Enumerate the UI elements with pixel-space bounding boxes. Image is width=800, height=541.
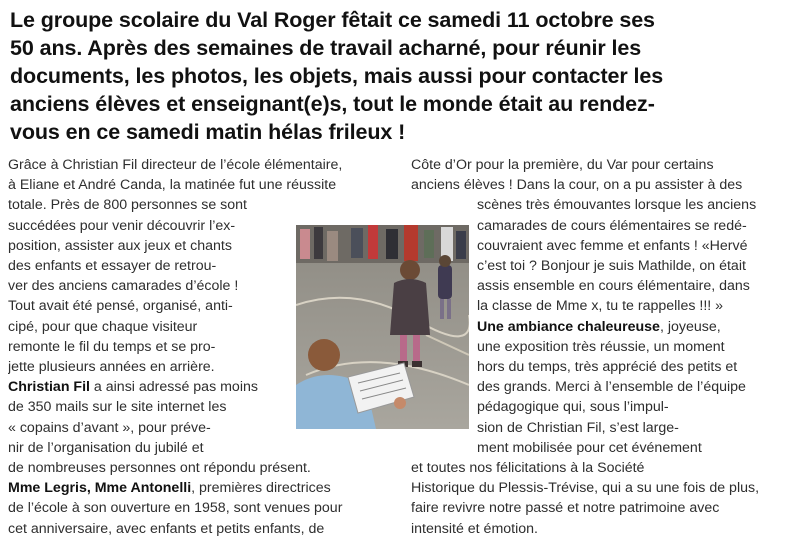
body-text: , premières directrices [191, 480, 331, 497]
boy-head [308, 339, 340, 371]
child-figure [438, 265, 452, 299]
body-line: Côte d’Or pour la première, du Var pour certains [411, 157, 714, 173]
body-line: camarades de cours élémentaires se redé- [477, 217, 747, 234]
body-line: position, assister aux jeux et chants [8, 237, 232, 254]
body-line: de 350 mails sur le site internet les [8, 399, 227, 416]
body-line: des grands. Merci à l’ensemble de l’équipe [477, 379, 746, 396]
child-leg [447, 299, 451, 319]
girl-head [400, 260, 420, 280]
body-line: couvraient avec femme et enfants ! «Hervé [477, 237, 748, 254]
child-leg [440, 299, 444, 319]
person-shape [404, 225, 418, 261]
person-shape [368, 225, 378, 259]
boy-hand [394, 397, 406, 409]
headline-line-1: Le groupe scolaire du Val Roger fêtait ce samedi 11 octobre ses [10, 8, 655, 32]
photo-illustration [296, 225, 469, 429]
body-line: scènes très émouvantes lorsque les anciens [477, 197, 757, 214]
body-line: une exposition très réussie, un moment [477, 338, 725, 355]
person-shape [386, 229, 398, 259]
name-christian-fil: Christian Fil [8, 379, 90, 396]
girl-coat [390, 279, 430, 335]
schoolyard-children-photo [296, 225, 469, 429]
person-shape [351, 228, 363, 258]
body-line: « copains d’avant », pour préve- [8, 419, 211, 436]
body-line: Historique du Plessis-Trévise, qui a su une fois de plus, [411, 480, 760, 497]
body-line [477, 317, 781, 337]
body-line: cipé, pour que chaque visiteur [8, 318, 198, 335]
body-line: jette plusieurs années en arrière. [8, 359, 215, 376]
body-line: hors du temps, très apprécié des petits et [477, 359, 738, 376]
body-line: la classe de Mme x, tu te rappelles !!! » [477, 298, 724, 315]
body-line: et toutes nos félicitations à la Société [411, 460, 645, 477]
body-line [8, 377, 292, 397]
body-line: totale. Près de 800 personnes se sont [8, 197, 247, 214]
body-line: Grâce à Christian Fil directeur de l’école élémentaire, [8, 157, 343, 173]
article-headline [10, 6, 790, 146]
person-shape [314, 227, 323, 259]
body-line: cet anniversaire, avec enfants et petits enfants, de [8, 520, 325, 537]
headline-line-4: anciens élèves et enseignant(e)s, tout le monde était au rendez- [10, 92, 655, 116]
body-line: de nombreuses personnes ont répondu présent. [8, 460, 311, 477]
person-shape [327, 231, 338, 261]
body-line: assis ensemble en cours élémentaire, dans [477, 278, 750, 295]
person-shape [300, 229, 310, 259]
subheading-ambiance: Une ambiance chaleureuse [477, 318, 660, 335]
headline-line-2: 50 ans. Après des semaines de travail acharné, pour réunir les [10, 36, 642, 60]
body-line: ver des anciens camarades d’école ! [8, 278, 239, 295]
body-text: a ainsi adressé pas moins [89, 379, 258, 396]
girl-shoe [412, 361, 422, 367]
girl-leg [400, 335, 407, 363]
body-line: Tout avait été pensé, organisé, anti- [8, 298, 233, 315]
body-line: nir de l’organisation du jubilé et [8, 439, 204, 456]
child-head [439, 255, 451, 267]
body-line: ment mobilisée pour cet événement [477, 439, 702, 456]
body-line: sion de Christian Fil, s’est large- [477, 419, 679, 436]
body-line [8, 478, 383, 498]
body-line: c’est toi ? Bonjour je suis Mathilde, on était [477, 258, 746, 275]
body-line: des enfants et essayer de retrou- [8, 258, 217, 275]
body-line: succédées pour venir découvrir l’ex- [8, 217, 236, 234]
person-shape [456, 231, 466, 259]
body-line: faire revivre notre passé et notre patrimoine avec [411, 500, 720, 517]
headline-line-5: vous en ce samedi matin hélas frileux ! [10, 120, 406, 144]
names-directrices: Mme Legris, Mme Antonelli [8, 480, 192, 497]
headline-line-3: documents, les photos, les objets, mais aussi pour contacter les [10, 64, 664, 88]
body-text: , joyeuse, [659, 318, 721, 335]
body-line: à Eliane et André Canda, la matinée fut une réussite [8, 177, 337, 194]
body-line: remonte le fil du temps et se pro- [8, 338, 216, 355]
body-line: intensité et émotion. [411, 520, 538, 537]
girl-leg [413, 335, 420, 363]
body-line: de l’école à son ouverture en 1958, sont venues pour [8, 500, 343, 517]
body-line: pédagogique qui, sous l’impul- [477, 399, 669, 416]
person-shape [424, 230, 434, 258]
body-line: anciens élèves ! Dans la cour, on a pu assister à des [411, 177, 743, 194]
